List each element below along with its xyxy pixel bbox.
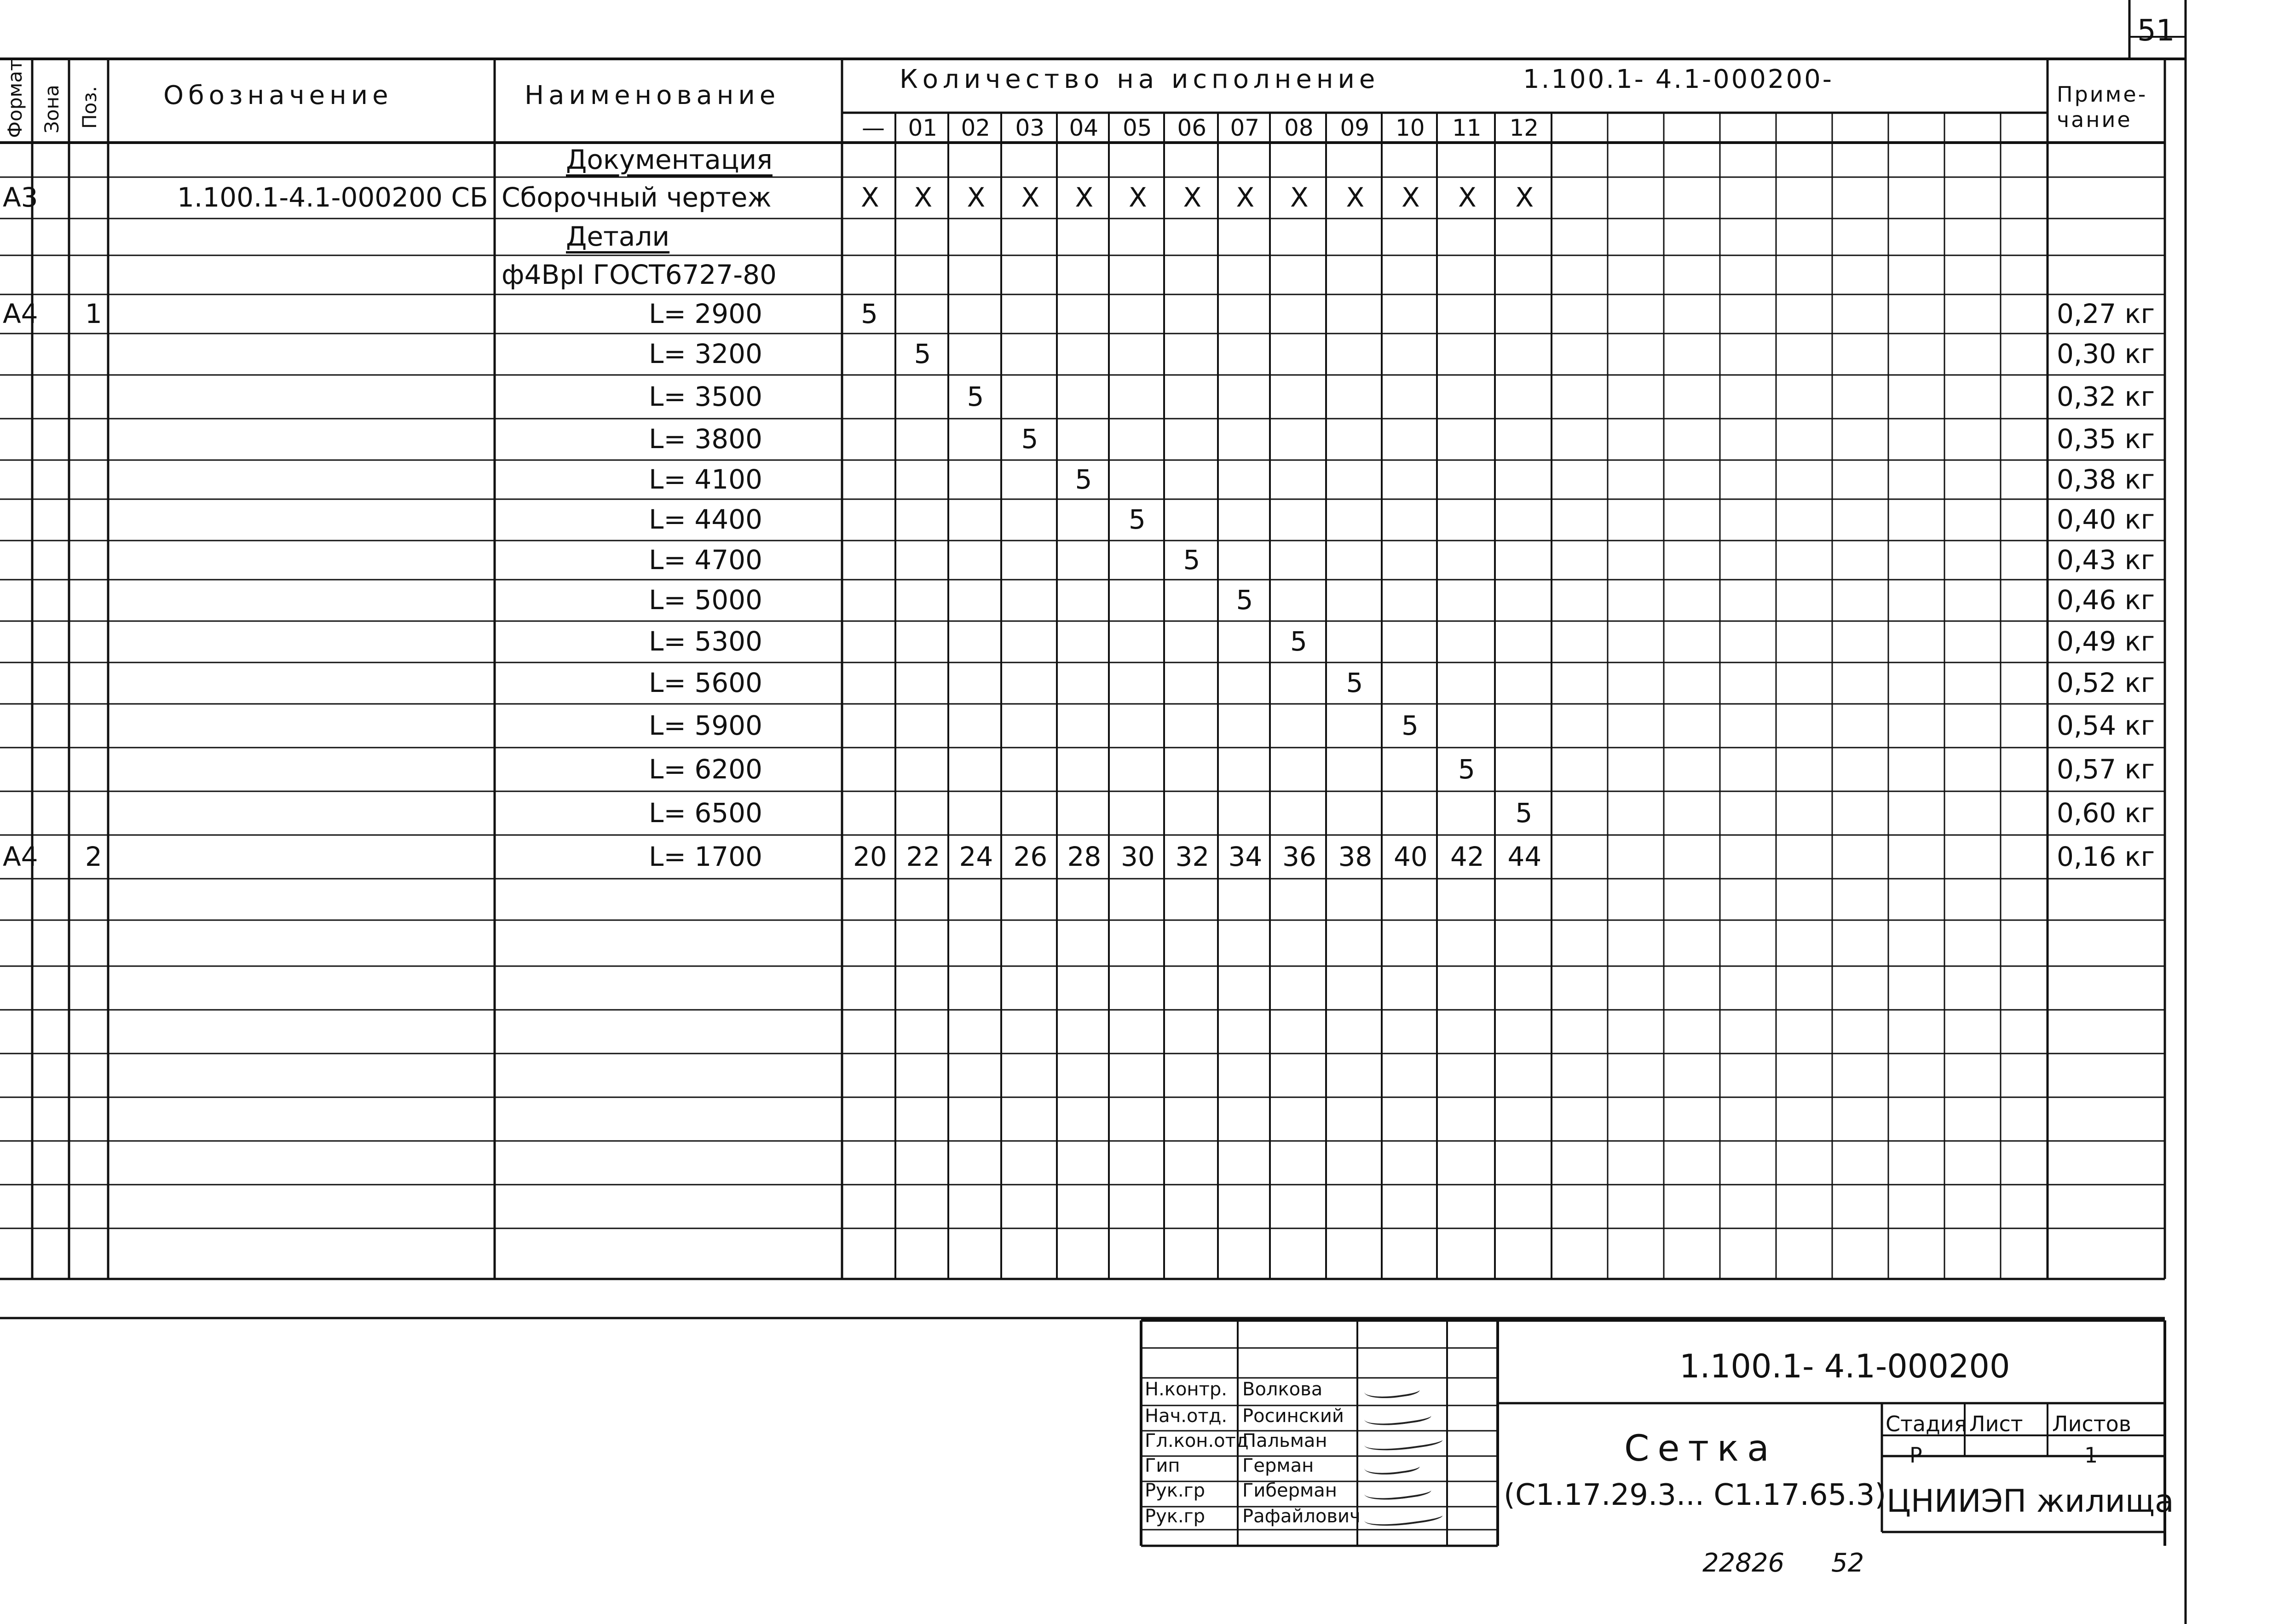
row-qty-11: X	[1458, 182, 1477, 213]
row-note: 0,35 кг	[2057, 423, 2155, 455]
col-header-format: Формат	[4, 59, 26, 138]
row-qty-05: 30	[1121, 841, 1155, 872]
variant-header-09: 09	[1340, 115, 1370, 141]
title-block-sheet-label: Лист	[1969, 1411, 2023, 1436]
row-name: Сборочный чертеж	[502, 182, 772, 213]
variant-header-base: —	[862, 115, 885, 141]
row-qty-01: 5	[914, 338, 931, 369]
row-note: 0,27 кг	[2057, 298, 2155, 329]
row-name: ф4ВрI ГОСТ6727-80	[502, 259, 777, 290]
row-qty-04: 5	[1075, 463, 1092, 495]
row-name: L= 1700	[649, 841, 762, 872]
row-qty-11: 42	[1450, 841, 1484, 872]
approval-role: Рук.гр	[1145, 1506, 1206, 1527]
row-format: А3	[3, 182, 38, 213]
row-name: L= 5300	[649, 626, 762, 657]
row-qty-12: X	[1515, 182, 1534, 213]
sheet-number: 51	[2137, 14, 2175, 48]
row-designation: 1.100.1-4.1-000200 СБ	[177, 182, 488, 213]
row-note: 0,16 кг	[2057, 841, 2155, 872]
row-qty-base: 5	[861, 298, 878, 329]
row-name: L= 5000	[649, 584, 762, 616]
title-block-title: Сетка	[1624, 1428, 1777, 1469]
row-qty-08: X	[1290, 182, 1309, 213]
row-qty-09: 38	[1338, 841, 1373, 872]
row-qty-04: X	[1075, 182, 1094, 213]
variant-header-04: 04	[1069, 115, 1099, 141]
row-qty-01: 22	[906, 841, 940, 872]
row-qty-base: X	[861, 182, 879, 213]
title-block-stage: Р	[1909, 1443, 1922, 1468]
variant-header-07: 07	[1230, 115, 1260, 141]
row-name: L= 2900	[649, 298, 762, 329]
title-block-doc-code: 1.100.1- 4.1-000200	[1679, 1348, 2010, 1385]
approval-role: Н.контр.	[1145, 1379, 1227, 1400]
row-note: 0,57 кг	[2057, 753, 2155, 785]
approval-role: Рук.гр	[1145, 1480, 1206, 1501]
row-note: 0,54 кг	[2057, 709, 2155, 741]
row-name: Детали	[566, 221, 670, 252]
row-format: А4	[3, 841, 38, 872]
row-name: L= 5600	[649, 667, 762, 698]
row-qty-09: X	[1346, 182, 1365, 213]
row-name: L= 4400	[649, 504, 762, 535]
variant-header-11: 11	[1452, 115, 1482, 141]
row-note: 0,43 кг	[2057, 544, 2155, 576]
row-qty-02: 24	[959, 841, 993, 872]
approval-name: Волкова	[1242, 1379, 1323, 1400]
variant-header-05: 05	[1123, 115, 1152, 141]
row-name: Документация	[566, 144, 773, 175]
row-name: L= 6200	[649, 753, 762, 785]
col-header-pos: Поз.	[78, 86, 101, 129]
title-block-sheets: 1	[2084, 1443, 2098, 1468]
row-name: L= 4700	[649, 544, 762, 576]
row-qty-12: 5	[1515, 797, 1533, 829]
row-qty-06: X	[1183, 182, 1202, 213]
row-qty-03: 5	[1021, 423, 1038, 455]
variant-header-01: 01	[908, 115, 938, 141]
row-name: L= 3200	[649, 338, 762, 369]
approval-role: Гип	[1145, 1455, 1180, 1476]
variant-header-12: 12	[1509, 115, 1539, 141]
footer-page-number: 52	[1831, 1548, 1864, 1578]
col-header-quantity-code: 1.100.1- 4.1-000200-	[1523, 64, 1834, 94]
row-qty-06: 5	[1183, 544, 1200, 576]
row-name: L= 3800	[649, 423, 762, 455]
row-note: 0,32 кг	[2057, 380, 2155, 412]
row-qty-10: X	[1402, 182, 1420, 213]
row-qty-09: 5	[1346, 667, 1363, 698]
variant-header-06: 06	[1177, 115, 1207, 141]
row-qty-03: X	[1021, 182, 1040, 213]
row-qty-05: 5	[1129, 504, 1146, 535]
footer-inventory-number: 22826	[1702, 1548, 1785, 1578]
col-header-zone: Зона	[40, 85, 63, 133]
row-qty-07: 34	[1228, 841, 1263, 872]
row-qty-03: 26	[1013, 841, 1048, 872]
row-position: 1	[85, 298, 102, 329]
approval-name: Гиберман	[1242, 1480, 1337, 1501]
variant-header-02: 02	[961, 115, 991, 141]
approval-name: Пальман	[1242, 1430, 1327, 1451]
row-qty-05: X	[1129, 182, 1147, 213]
row-qty-08: 5	[1290, 626, 1307, 657]
approval-name: Герман	[1242, 1455, 1314, 1476]
row-qty-10: 5	[1402, 709, 1419, 741]
row-note: 0,38 кг	[2057, 463, 2155, 495]
row-qty-12: 44	[1507, 841, 1542, 872]
col-header-quantity: Количество на исполнение	[900, 64, 1380, 94]
approval-role: Нач.отд.	[1145, 1405, 1228, 1427]
row-qty-10: 40	[1394, 841, 1428, 872]
row-note: 0,49 кг	[2057, 626, 2155, 657]
row-name: L= 5900	[649, 709, 762, 741]
title-block-subtitle: (С1.17.29.3... С1.17.65.3)	[1504, 1478, 1886, 1512]
col-header-designation: Обозначение	[163, 81, 393, 110]
row-qty-07: X	[1236, 182, 1255, 213]
row-note: 0,60 кг	[2057, 797, 2155, 829]
row-qty-02: 5	[967, 380, 984, 412]
row-name: L= 6500	[649, 797, 762, 829]
col-header-name: Наименование	[525, 81, 780, 110]
row-qty-01: X	[914, 182, 933, 213]
row-note: 0,46 кг	[2057, 584, 2155, 616]
row-qty-07: 5	[1236, 584, 1253, 616]
row-qty-base: 20	[853, 841, 887, 872]
row-note: 0,40 кг	[2057, 504, 2155, 535]
variant-header-03: 03	[1015, 115, 1045, 141]
title-block-stage-label: Стадия	[1886, 1411, 1967, 1436]
approval-name: Рафайлович	[1242, 1506, 1361, 1527]
row-format: А4	[3, 298, 38, 329]
row-qty-04: 28	[1067, 841, 1102, 872]
row-qty-06: 32	[1175, 841, 1210, 872]
approval-name: Росинский	[1242, 1405, 1344, 1427]
variant-header-10: 10	[1396, 115, 1425, 141]
row-position: 2	[85, 841, 102, 872]
row-note: 0,52 кг	[2057, 667, 2155, 698]
row-qty-02: X	[967, 182, 986, 213]
approval-role: Гл.кон.отд	[1145, 1430, 1249, 1451]
row-name: L= 3500	[649, 380, 762, 412]
row-note: 0,30 кг	[2057, 338, 2155, 369]
variant-header-08: 08	[1284, 115, 1314, 141]
col-header-note: Приме- чание	[2057, 82, 2148, 132]
title-block-organization: ЦНИИЭП жилища	[1886, 1483, 2174, 1520]
title-block-sheets-label: Листов	[2052, 1411, 2131, 1436]
row-name: L= 4100	[649, 463, 762, 495]
row-qty-11: 5	[1458, 753, 1475, 785]
row-qty-08: 36	[1282, 841, 1316, 872]
